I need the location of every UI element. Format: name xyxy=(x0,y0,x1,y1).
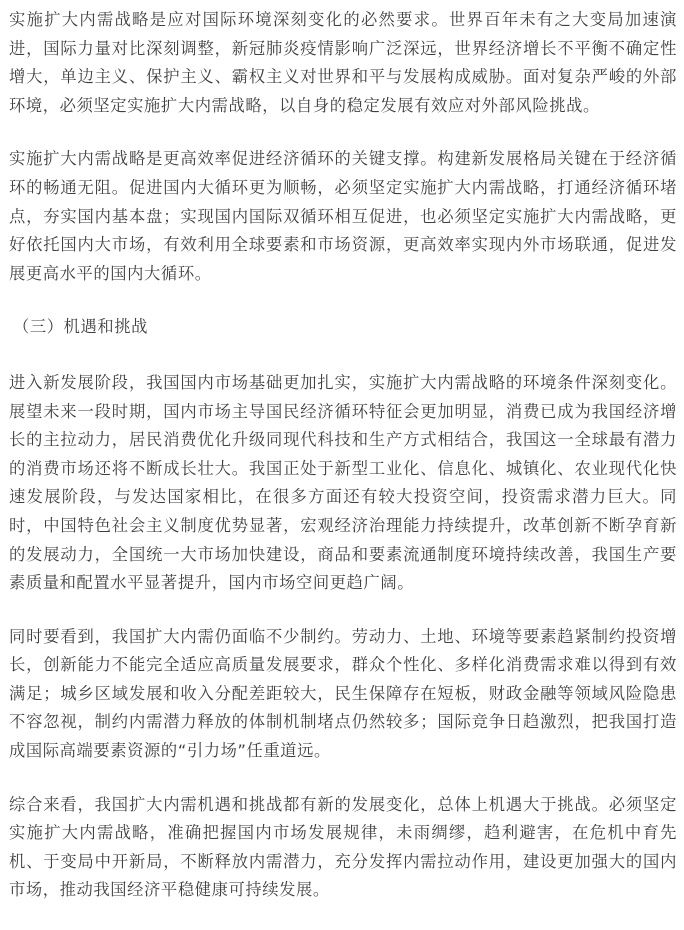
section-heading: （三）机遇和挑战 xyxy=(13,317,149,337)
paragraph-external-environment: 实施扩大内需战略是应对国际环境深刻变化的必然要求。世界百年未有之大变局加速演进，国际力量对比深刻调整，新冠肺炎疫情影响广泛深远，世界经济增长不平衡不确定性增大，单边主义、保护主义、霸权主义对世界和平与发展构成威胁。面对复杂严峻的外部环境，必须坚定实施扩大内需战略，以自身的稳定发展有效应对外部风险挑战。 xyxy=(9,10,677,115)
paragraph-summary: 综合来看，我国扩大内需机遇和挑战都有新的发展变化，总体上机遇大于挑战。必须坚定实施扩大内需战略，准确把握国内市场发展规律，未雨绸缪，趋利避害，在危机中育先机、于变局中开新局，不断释放内需潜力，充分发挥内需拉动作用，建设更加强大的国内市场，推动我国经济平稳健康可持续发展。 xyxy=(9,794,677,900)
paragraph-economic-circulation: 实施扩大内需战略是更高效率促进经济循环的关键支撑。构建新发展格局关键在于经济循环的畅通无阻。促进国内大循环更为顺畅，必须坚定实施扩大内需战略，打通经济循环堵点，夯实国内基本盘；实现国内国际双循环相互促进，也必须坚定实施扩大内需战略，更好依托国内大市场，有效利用全球要素和市场资源，更高效率实现内外市场联通，促进发展更高水平的国内大循环。 xyxy=(9,149,677,283)
article-body xyxy=(9,6,677,930)
paragraph-constraints: 同时要看到，我国扩大内需仍面临不少制约。劳动力、土地、环境等要素趋紧制约投资增长，创新能力不能完全适应高质量发展要求，群众个性化、多样化消费需求难以得到有效满足；城乡区域发展和收入分配差距较大，民生保障存在短板，财政金融等领域风险隐患不容忽视，制约内需潜力释放的体制机制堵点仍然较多；国际竞争日趋激烈，把我国打造成国际高端要素资源的“引力场”任重道远。 xyxy=(9,626,677,761)
paragraph-opportunities: 进入新发展阶段，我国国内市场基础更加扎实，实施扩大内需战略的环境条件深刻变化。展望未来一段时期，国内市场主导国民经济循环特征会更加明显，消费已成为我国经济增长的主拉动力，居民消费优化升级同现代科技和生产方式相结合，我国这一全球最有潜力的消费市场还将不断成长壮大。我国正处于新型工业化、信息化、城镇化、农业现代化快速发展阶段，与发达国家相比，在很多方面还有较大投资空间，投资需求潜力巨大。同时，中国特色社会主义制度优势显著，宏观经济治理能力持续提升，改革创新不断孕育新的发展动力，全国统一大市场加快建设，商品和要素流通制度环境持续改善，我国生产要素质量和配置水平显著提升，国内市场空间更趋广阔。 xyxy=(9,372,677,593)
